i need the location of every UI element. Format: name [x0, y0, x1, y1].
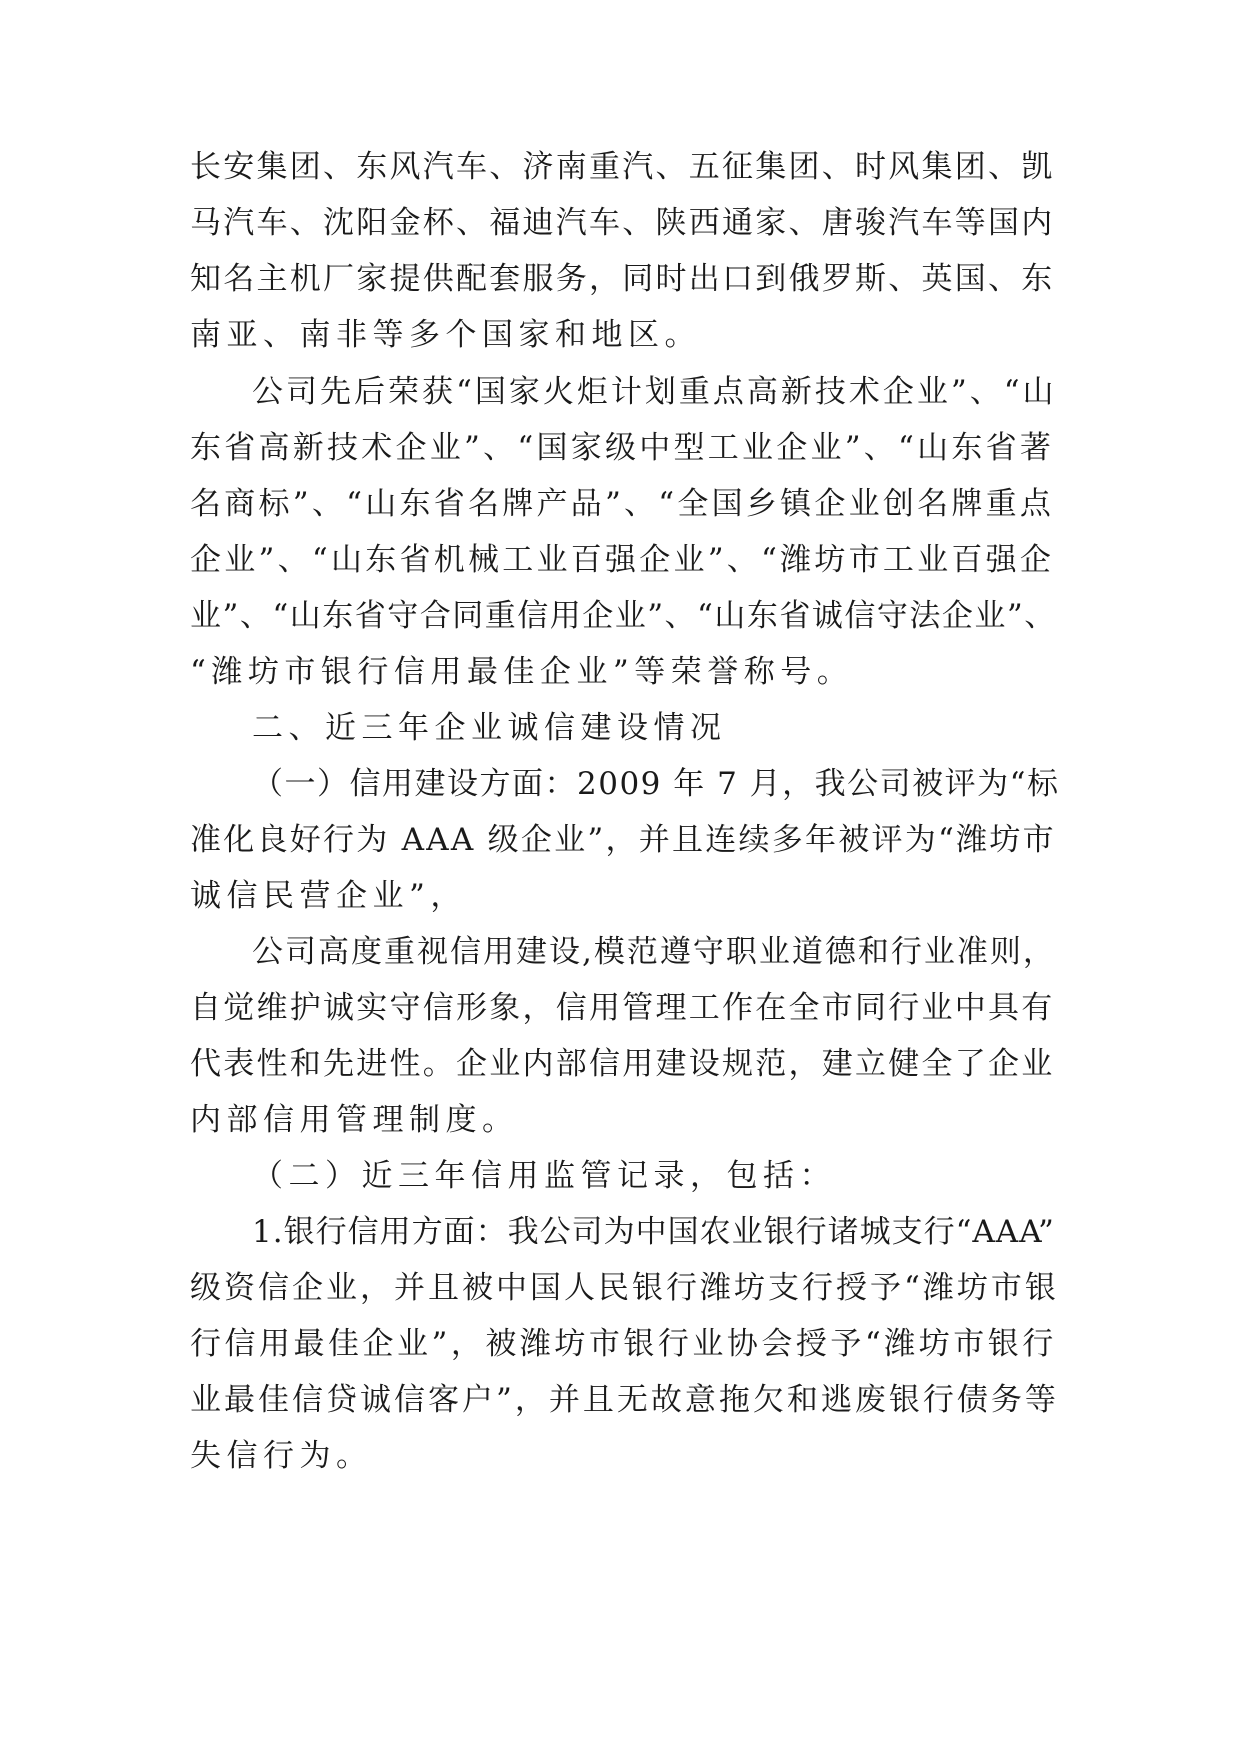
text-line: 马汽车、沈阳金杯、福迪汽车、陕西通家、唐骏汽车等国内 [190, 205, 1055, 241]
text-line: 长安集团、东风汽车、济南重汽、五征集团、时风集团、凯 [190, 149, 1055, 185]
text-line: 业”、“山东省守合同重信用企业”、“山东省诚信守法企业”、 [190, 598, 1057, 634]
text-line: 代表性和先进性。企业内部信用建设规范，建立健全了企业 [190, 1046, 1055, 1082]
paragraph-awards-start: 公司先后荣获“国家火炬计划重点高新技术企业”、“山 [252, 374, 1057, 410]
text-line: 内部信用管理制度。 [190, 1102, 519, 1138]
text-line: 东省高新技术企业”、“国家级中型工业企业”、“山东省著 [190, 430, 1055, 466]
paragraph-credit-management: 公司高度重视信用建设,模范遵守职业道德和行业准则， [252, 934, 1056, 970]
section-heading: 二、近三年企业诚信建设情况 [252, 710, 727, 746]
text-line: 业最佳信贷诚信客户”，并且无故意拖欠和逃废银行债务等 [190, 1382, 1059, 1418]
text-line: 知名主机厂家提供配套服务，同时出口到俄罗斯、英国、东 [190, 261, 1055, 297]
text-line: 南亚、南非等多个国家和地区。 [190, 317, 701, 353]
text-line: “潍坊市银行信用最佳企业”等荣誉称号。 [190, 654, 854, 690]
subsection-credit-building: （一）信用建设方面：2009 年 7 月，我公司被评为“标 [252, 766, 1060, 802]
text-line: 行信用最佳企业”，被潍坊市银行业协会授予“潍坊市银行 [190, 1326, 1057, 1362]
text-line: 企业”、“山东省机械工业百强企业”、“潍坊市工业百强企 [190, 542, 1055, 578]
item-bank-credit: 1.银行信用方面：我公司为中国农业银行诸城支行“AAA” [252, 1214, 1055, 1250]
text-line: 级资信企业，并且被中国人民银行潍坊支行授予“潍坊市银 [190, 1270, 1059, 1306]
text-line: 准化良好行为 AAA 级企业”，并且连续多年被评为“潍坊市 [190, 822, 1056, 858]
text-line: 诚信民营企业”， [190, 878, 467, 914]
text-line: 失信行为。 [190, 1438, 373, 1474]
text-line: 自觉维护诚实守信形象，信用管理工作在全市同行业中具有 [190, 990, 1055, 1026]
text-line: 名商标”、“山东省名牌产品”、“全国乡镇企业创名牌重点 [190, 486, 1055, 522]
subsection-supervision-records: （二）近三年信用监管记录，包括： [252, 1158, 836, 1194]
